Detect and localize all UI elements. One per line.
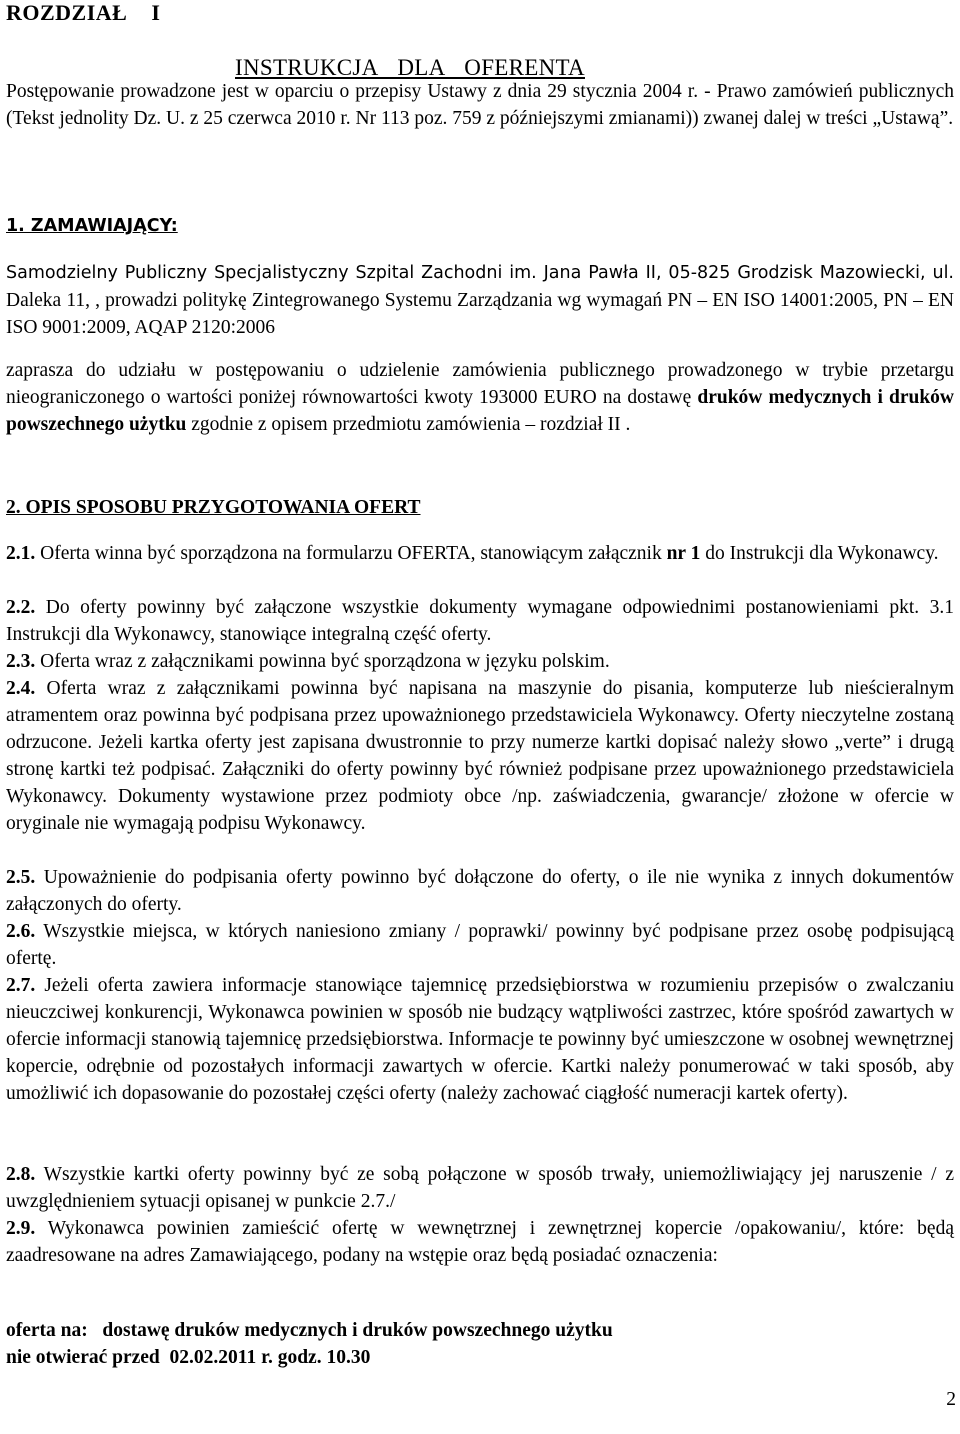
- invitation-text-b: zgodnie z opisem przedmiotu zamówienia – rozdział II .: [191, 414, 631, 435]
- item-text: Wszystkie miejsca, w których naniesiono zmiany / poprawki/ powinny być podpisane przez osobę podpisującą ofertę.: [6, 921, 954, 969]
- item-2-3: [6, 648, 954, 675]
- employer-name: Samodzielny Publiczny Specjalistyczny Szpital Zachodni im. Jana Pawła II, 05-825 Grodzisk Mazowiecki, ul.: [6, 263, 954, 283]
- item-text: Wykonawca powinien zamieścić ofertę w wewnętrznej i zewnętrznej kopercie /opakowaniu/, które: będą zaadresowane na adres Zamawiającego, podany na wstępie oraz będą posiadać oznaczenia:: [6, 1218, 954, 1266]
- page-number: 2: [946, 1389, 956, 1410]
- item-2-4: [6, 675, 954, 837]
- item-text-b: do Instrukcji dla Wykonawcy.: [705, 543, 939, 564]
- item-number: 2.1.: [6, 543, 36, 564]
- intro-paragraph: Postępowanie prowadzone jest w oparciu o przepisy Ustawy z dnia 29 stycznia 2004 r. - Prawo zamówień publicznych (Tekst jednolity Dz. U. z 25 czerwca 2010 r. Nr 113 poz. 759 z późniejszymi zmianami)) zwanej dalej w treści „Ustawą”.: [6, 81, 954, 129]
- item-text: Oferta wraz z załącznikami powinna być sporządzona w języku polskim.: [40, 651, 610, 672]
- offer-marking-line-2: nie otwierać przed 02.02.2011 r. godz. 10.30: [6, 1347, 371, 1368]
- item-number: 2.6.: [6, 921, 36, 942]
- item-number: 2.7.: [6, 975, 36, 996]
- item-number: 2.8.: [6, 1164, 36, 1185]
- item-2-6: [6, 918, 954, 972]
- item-number: 2.2.: [6, 597, 36, 618]
- employer-paragraph: [6, 259, 954, 341]
- section-1-heading-text: 1. ZAMAWIAJĄCY:: [6, 216, 178, 236]
- item-2-9: [6, 1215, 954, 1269]
- chapter-heading: ROZDZIAŁ I: [6, 0, 161, 25]
- item-2-5: [6, 864, 954, 918]
- offer-marking-line-1: oferta na: dostawę druków medycznych i druków powszechnego użytku: [6, 1320, 613, 1341]
- item-2-2: [6, 594, 954, 648]
- item-number: 2.3.: [6, 651, 36, 672]
- item-text: Oferta wraz z załącznikami powinna być napisana na maszynie do pisania, komputerze lub nieścieralnym atramentem oraz powinna być podpisana przez upoważnionego przedstawiciela Wykonawcy. Oferty nieczytelne zostaną odrzucone. Jeżeli kartka oferty jest zapisana dwustronnie to przy numerze kartki dopisać należy słowo „verte” i drugą stronę kartki też podpisać. Załączniki do oferty powinny być również podpisane przez upoważnionego przedstawiciela Wykonawcy. Dokumenty wystawione przez podmioty obce /np. zaświadczenia, gwarancje/ złożone w ofercie w oryginale nie wymagają podpisu Wykonawcy.: [6, 678, 954, 834]
- item-text-a: Oferta winna być sporządzona na formularzu OFERTA, stanowiącym załącznik: [40, 543, 662, 564]
- item-2-8: [6, 1161, 954, 1215]
- section-1-heading: [6, 213, 178, 240]
- item-text: Upoważnienie do podpisania oferty powinno być dołączone do oferty, o ile nie wynika z innych dokumentów załączonych do oferty.: [6, 867, 955, 915]
- item-2-1: [6, 540, 954, 567]
- item-text: Jeżeli oferta zawiera informacje stanowiące tajemnicę przedsiębiorstwa w rozumieniu przepisów o zwalczaniu nieuczciwej konkurencji, Wykonawca powinien w sposób nie budzący wątpliwości zastrzec, które spośród zawartych w ofercie informacji stanowią tajemnicę przedsiębiorstwa. Informacje te powinny być umieszczone w osobnej wewnętrznej kopercie, odrębnie od pozostałych informacji zawartych w ofercie. Kartki należy ponumerować w taki sposób, aby umożliwić ich dopasowanie do pozostałej części oferty (należy zachować ciągłość numeracji kartek oferty).: [6, 975, 955, 1104]
- invitation-paragraph: [6, 357, 954, 438]
- employer-policy: Daleka 11, , prowadzi politykę Zintegrowanego Systemu Zarządzania wg wymagań PN – EN ISO 14001:2005, PN – EN ISO 9001:2009, AQAP 2120:2006: [6, 290, 954, 338]
- item-text: Do oferty powinny być załączone wszystkie dokumenty wymagane odpowiednimi postanowieniami pkt. 3.1 Instrukcji dla Wykonawcy, stanowiące integralną część oferty.: [6, 597, 954, 645]
- section-2-heading: 2. OPIS SPOSOBU PRZYGOTOWANIA OFERT: [6, 497, 421, 518]
- item-text: Wszystkie kartki oferty powinny być ze sobą połączone w sposób trwały, uniemożliwiający jej naruszenie / z uwzględnieniem sytuacji opisanej w punkcie 2.7./: [6, 1164, 954, 1212]
- item-bold: nr 1: [666, 543, 701, 564]
- invitation-text-a: zaprasza do udziału w postępowaniu o udzielenie zamówienia publicznego prowadzonego w trybie przetargu nieograniczonego o wartości poniżej równowartości kwoty 193000 EURO na dostawę: [6, 360, 954, 408]
- item-number: 2.4.: [6, 678, 36, 699]
- item-2-7: [6, 972, 954, 1107]
- item-number: 2.9.: [6, 1218, 36, 1239]
- document-title: INSTRUKCJA DLA OFERENTA: [235, 55, 585, 80]
- item-number: 2.5.: [6, 867, 36, 888]
- invitation-subject: druków medycznych i druków powszechnego użytku: [6, 387, 955, 435]
